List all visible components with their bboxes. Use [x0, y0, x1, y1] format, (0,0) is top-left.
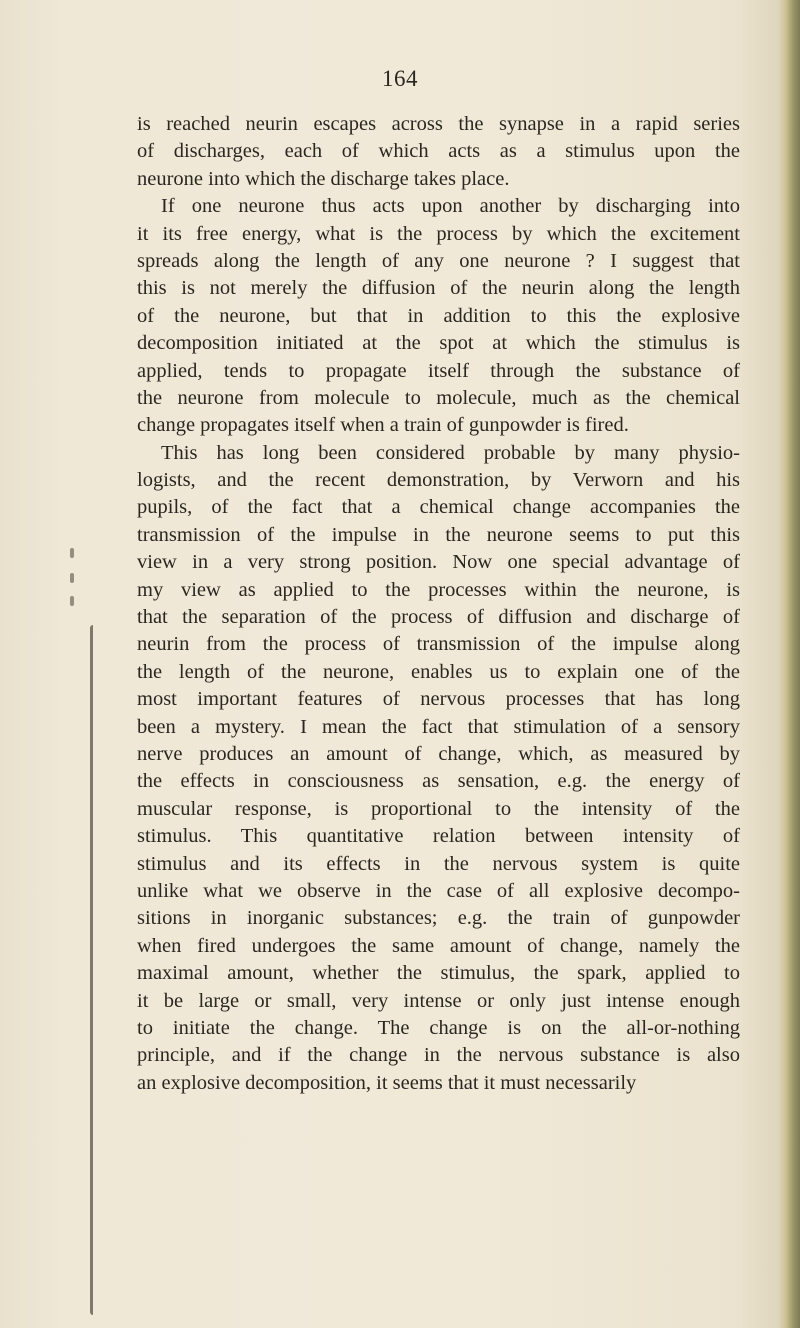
page-number: 164	[382, 66, 418, 91]
text-line: the length of the neurone, enables us to explain one of the	[137, 660, 740, 683]
text-line: applied, tends to propagate itself through the substance of	[137, 359, 740, 382]
text-line: of the neurone, but that in addition to this the explosive	[137, 304, 740, 327]
text-line: This has long been considered probable by many physio-	[161, 441, 740, 464]
text-line: change propagates itself when a train of gunpowder is fired.	[137, 414, 629, 437]
text-line: it be large or small, very intense or only just intense enough	[137, 989, 740, 1012]
margin-mark	[70, 548, 74, 558]
text-line: an explosive decomposition, it seems that it must necessarily	[137, 1071, 637, 1094]
text-line: when fired undergoes the same amount of change, namely the	[137, 934, 740, 957]
text-line: maximal amount, whether the stimulus, the spark, applied to	[137, 962, 740, 985]
text-line: neurin from the process of transmission of the impulse along	[137, 633, 740, 656]
margin-mark	[70, 596, 74, 606]
page-edge-shadow	[778, 0, 800, 1328]
text-line: pupils, of the fact that a chemical change accompanies the	[137, 496, 740, 519]
text-line: muscular response, is proportional to the intensity of the	[137, 797, 740, 820]
text-line: sitions in inorganic substances; e.g. the train of gunpowder	[137, 907, 740, 930]
margin-mark	[70, 573, 74, 583]
margin-pencil-line	[90, 625, 99, 1315]
text-line: stimulus. This quantitative relation between intensity of	[137, 825, 740, 848]
text-line: that the separation of the process of diffusion and discharge of	[137, 606, 740, 629]
text-line: unlike what we observe in the case of all explosive decompo-	[137, 879, 740, 902]
text-line: nerve produces an amount of change, which, as measured by	[137, 742, 740, 765]
text-line: stimulus and its effects in the nervous system is quite	[137, 852, 740, 875]
text-line: been a mystery. I mean the fact that stimulation of a sensory	[137, 715, 740, 738]
body-text	[137, 111, 740, 1097]
text-line: spreads along the length of any one neurone ? I suggest that	[137, 249, 740, 272]
text-line: this is not merely the diffusion of the neurin along the length	[137, 277, 740, 300]
text-line: neurone into which the discharge takes place.	[137, 167, 510, 190]
text-line: logists, and the recent demonstration, by Verworn and his	[137, 469, 740, 492]
text-line: the effects in consciousness as sensation, e.g. the energy of	[137, 770, 740, 793]
text-line: it its free energy, what is the process by which the excitement	[137, 222, 740, 245]
text-line: decomposition initiated at the spot at which the stimulus is	[137, 332, 740, 355]
text-line: is reached neurin escapes across the synapse in a rapid series	[137, 113, 740, 135]
text-line: to initiate the change. The change is on the all-or-nothing	[137, 1016, 740, 1039]
text-line: transmission of the impulse in the neurone seems to put this	[137, 523, 740, 546]
text-line: of discharges, each of which acts as a stimulus upon the	[137, 140, 740, 163]
text-line: my view as applied to the processes within the neurone, is	[137, 578, 740, 601]
text-line: If one neurone thus acts upon another by discharging into	[161, 195, 740, 218]
text-line: view in a very strong position. Now one special advantage of	[137, 551, 740, 574]
text-line: most important features of nervous processes that has long	[137, 688, 740, 711]
text-line: the neurone from molecule to molecule, much as the chemical	[137, 386, 740, 409]
text-line: principle, and if the change in the nervous substance is also	[137, 1044, 740, 1067]
